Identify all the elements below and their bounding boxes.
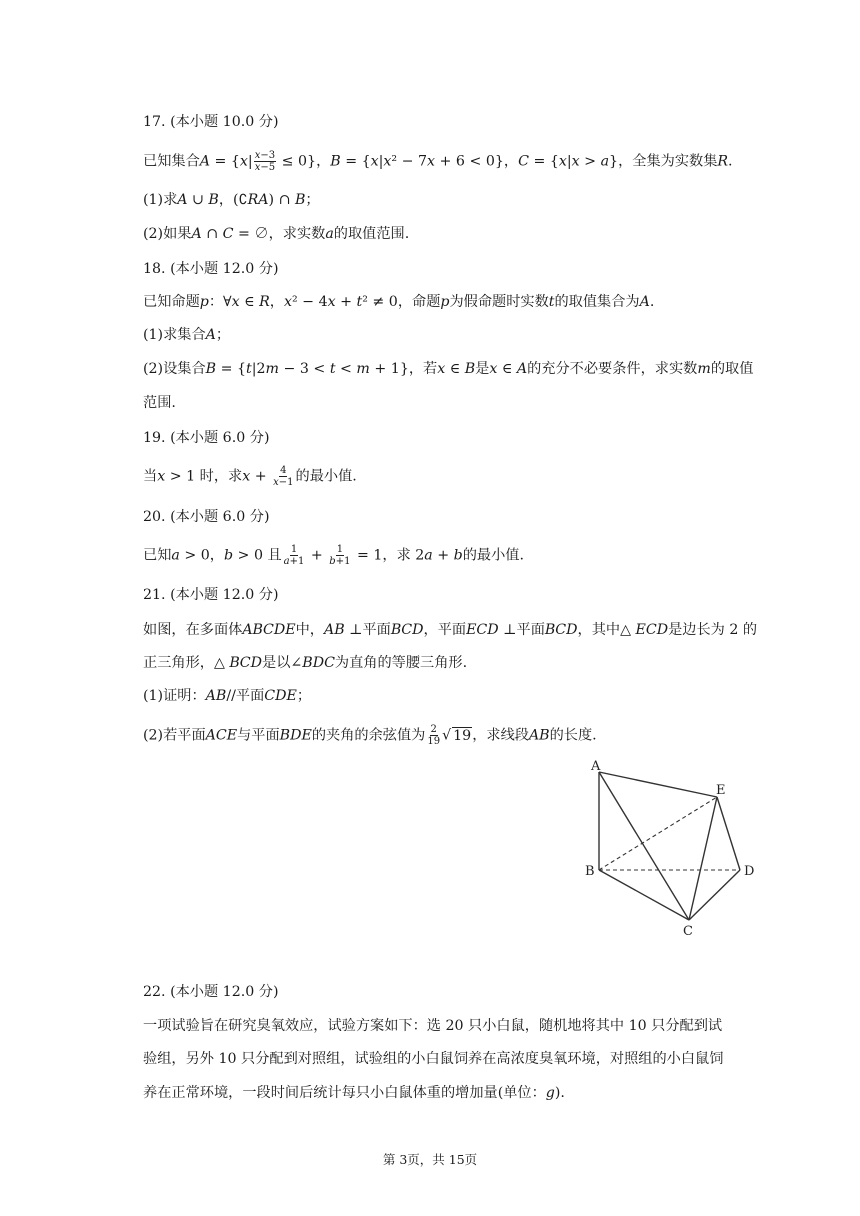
edge-ae [599,772,717,797]
vertex-label-d: D [744,864,755,879]
q17-stem-a: 已知集合𝐴 = {𝑥| [143,153,253,170]
q20-plus: + [306,547,328,564]
edge-ec [689,797,717,920]
q20-stem [143,544,524,567]
vertex-label-e: E [716,783,726,798]
page-footer: 第 3页，共 15页 [382,1152,478,1167]
q19-stem-a: 当𝑥 > 1 时，求𝑥 + [143,468,272,485]
q22-line1: 一项试验旨在研究臭氧效应，试验方案如下：选 20 只小白鼠，随机地将其中 10 只分配到试 [143,1018,723,1034]
edge-ed [717,797,740,870]
q21-header: 21. (本小题 12.0 分) [143,587,279,603]
q19-stem-b: 的最小值. [295,468,357,485]
q17-fraction [254,150,276,173]
q19-frac-den: 𝑥−1 [273,477,294,488]
q21-fraction [426,724,441,747]
q21-sqrt-radicand: 19 [453,727,472,744]
vertex-label-a: A [591,759,601,774]
q19-frac-num: 4 [280,465,287,476]
q18-part2-line1: (2)设集合𝐵 = {𝑡|2𝑚 − 3 < 𝑡 < 𝑚 + 1}，若𝑥 ∈ 𝐵是𝑥 ∈ 𝐴的充分不必要条件，求实数𝑚的取值 [143,361,754,377]
q20-frac1-num: 1 [290,544,298,555]
q17-part1: (1)求𝐴 ∪ 𝐵，(∁𝑅𝐴) ∩ 𝐵； [143,192,320,208]
edge-be-hidden [599,797,717,870]
edge-bc [599,870,689,920]
q20-frac1-den: 𝑎+1 [283,556,305,567]
q17-frac-num: 𝑥−3 [254,150,276,161]
q21-part2-b: ，求线段𝐴𝐵的长度. [472,727,597,744]
q21-frac-num: 2 [430,724,437,735]
q17-frac-den: 𝑥−5 [254,162,276,173]
q19-stem [143,465,357,488]
vertex-label-c: C [683,924,693,939]
q20-frac2-den: 𝑏+1 [329,556,351,567]
q18-part1: (1)求集合𝐴； [143,327,231,343]
q17-header: 17. (本小题 10.0 分) [143,114,279,130]
q22-header: 22. (本小题 12.0 分) [143,984,279,1000]
edge-ac [599,772,689,920]
edge-cd [689,870,740,920]
q17-stem-b: ≤ 0}，𝐵 = {𝑥|𝑥² − 7𝑥 + 6 < 0}，𝐶 = {𝑥|𝑥 > 𝑎}，全集为实数集𝑅. [277,153,733,170]
q22-line3: 养在正常环境，一段时间后统计每只小白鼠体重的增加量(单位：𝑔). [143,1085,565,1101]
polyhedron-figure [580,757,770,942]
q20-stem-a: 已知𝑎 > 0，𝑏 > 0 且 [143,547,282,564]
q21-part2 [143,724,597,747]
q18-header: 18. (本小题 12.0 分) [143,261,279,277]
q21-line2: 正三角形，△ 𝐵𝐶𝐷是以∠𝐵𝐷𝐶为直角的等腰三角形. [143,655,468,671]
q18-part2-line2: 范围. [143,395,176,411]
q20-fraction-2 [328,544,351,567]
q21-frac-den: 19 [427,736,441,747]
q17-stem [143,150,733,173]
q20-frac2-num: 1 [336,544,344,555]
q21-sqrt-sign: √ [442,727,452,744]
q20-stem-b: = 1，求 2𝑎 + 𝑏的最小值. [352,547,525,564]
q21-part1: (1)证明：𝐴𝐵//平面𝐶𝐷𝐸； [143,688,312,704]
q17-part2: (2)如果𝐴 ∩ 𝐶 = ∅，求实数𝑎的取值范围. [143,226,410,242]
q22-line2: 验组，另外 10 只分配到对照组，试验组的小白鼠饲养在高浓度臭氧环境，对照组的小白鼠饲 [143,1051,724,1067]
q21-part2-a: (2)若平面𝐴𝐶𝐸与平面𝐵𝐷𝐸的夹角的余弦值为 [143,727,426,744]
q20-header: 20. (本小题 6.0 分) [143,509,270,525]
q18-stem: 已知命题𝑝：∀𝑥 ∈ 𝑅，𝑥² − 4𝑥 + 𝑡² ≠ 0，命题𝑝为假命题时实数𝑡的取值集合为𝐴. [143,294,655,310]
q21-line1: 如图，在多面体𝐴𝐵𝐶𝐷𝐸中，𝐴𝐵 ⊥平面𝐵𝐶𝐷，平面𝐸𝐶𝐷 ⊥平面𝐵𝐶𝐷，其中△ 𝐸𝐶𝐷是边长为 2 的 [143,622,758,638]
vertex-label-b: B [585,864,595,879]
q20-fraction-1 [283,544,306,567]
q19-fraction [272,465,294,488]
q19-header: 19. (本小题 6.0 分) [143,430,270,446]
